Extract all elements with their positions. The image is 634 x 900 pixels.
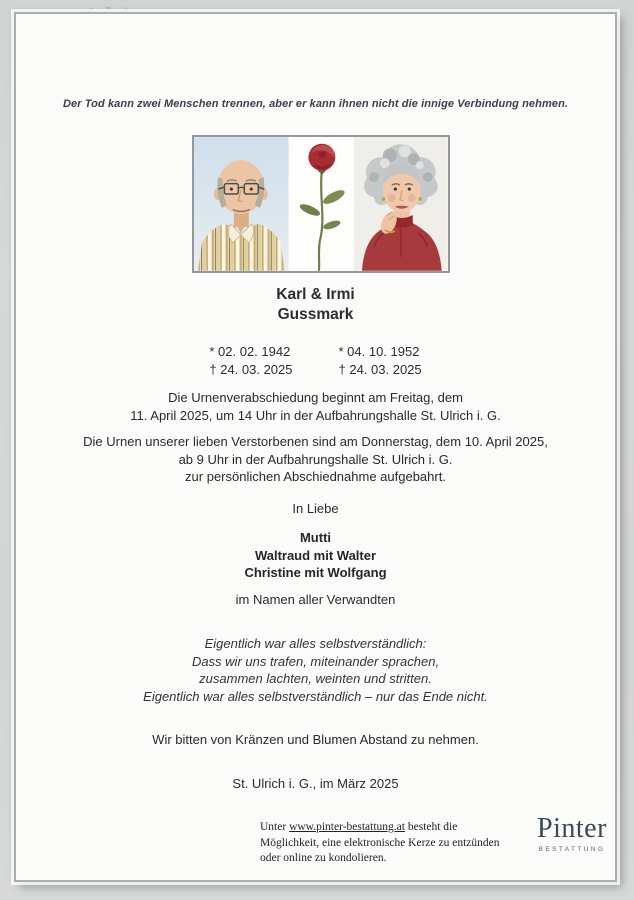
- poem-line-2: Dass wir uns trafen, miteinander sprachen,: [191, 653, 440, 669]
- deceased-names: [16, 285, 615, 324]
- mourner-mutti: Mutti: [299, 530, 332, 545]
- condolence-link[interactable]: www.pinter-bestattung.at: [289, 821, 405, 833]
- place-and-date: St. Ulrich i. G., im März 2025: [232, 776, 399, 791]
- karl-death-date: † 24. 03. 2025: [209, 362, 293, 377]
- funeral-home-logo: [522, 814, 622, 853]
- photo-strip: [192, 135, 450, 273]
- condolence-text-after: besteht die Möglichkeit, eine elektronische Kerze zu entzünden oder online zu kondolieren.: [260, 821, 500, 864]
- flowers-note: Wir bitten von Kränzen und Blumen Abstand zu nehmen.: [152, 732, 479, 747]
- mourner-waltraud: Waltraud mit Walter: [254, 547, 377, 563]
- mourners-list: [16, 529, 615, 582]
- karl-dates: [209, 343, 292, 379]
- mourner-christine: Christine mit Wolfgang: [244, 565, 387, 580]
- funeral-home-name: Pinter: [537, 813, 607, 844]
- condolence-text-before: Unter: [260, 821, 290, 833]
- deceased-first-names: Karl & Irmi: [276, 286, 355, 303]
- poem-line-4: Eigentlich war alles selbstverständlich – nur das Ende nicht.: [143, 688, 488, 704]
- memorial-poem: [16, 635, 615, 705]
- laying-out-paragraph: [16, 433, 615, 486]
- life-dates: [16, 343, 615, 379]
- irmi-dates: [339, 343, 422, 379]
- poem-line-1: Eigentlich war alles selbstverständlich:: [204, 636, 427, 651]
- urn-farewell-paragraph: [16, 389, 615, 424]
- karl-birth-date: * 02. 02. 1942: [209, 344, 291, 359]
- laying-out-line-1: Die Urnen unserer lieben Verstorbenen sind am Donnerstag, dem 10. April 2025,: [83, 434, 548, 449]
- deceased-last-name: Gussmark: [277, 305, 354, 323]
- online-condolence-note: [260, 820, 514, 867]
- photo-karl-icon: [194, 137, 289, 271]
- irmi-birth-date: * 04. 10. 1952: [338, 344, 420, 359]
- photo-rose-icon: [289, 137, 355, 271]
- on-behalf-text: im Namen aller Verwandten: [235, 592, 396, 607]
- laying-out-line-3: zur persönlichen Abschiednahme aufgebahrt.: [185, 469, 446, 484]
- funeral-home-subtitle: BESTATTUNG: [538, 846, 606, 853]
- irmi-death-date: † 24. 03. 2025: [338, 362, 422, 377]
- farewell-line-2: 11. April 2025, um 14 Uhr in der Aufbahrungshalle St. Ulrich i. G.: [130, 407, 501, 423]
- motto-text: Der Tod kann zwei Menschen trennen, aber er kann ihnen nicht die innige Verbindung nehmen.: [62, 98, 569, 110]
- laying-out-line-2: ab 9 Uhr in der Aufbahrungshalle St. Ulrich i. G.: [178, 451, 453, 467]
- in-love-text: In Liebe: [292, 501, 339, 516]
- farewell-line-1: Die Urnenverabschiedung beginnt am Freitag, dem: [168, 390, 463, 405]
- poem-line-3: zusammen lachten, weinten und stritten.: [199, 671, 432, 686]
- memorial-card: [14, 12, 617, 882]
- photo-irmi-icon: [354, 137, 448, 271]
